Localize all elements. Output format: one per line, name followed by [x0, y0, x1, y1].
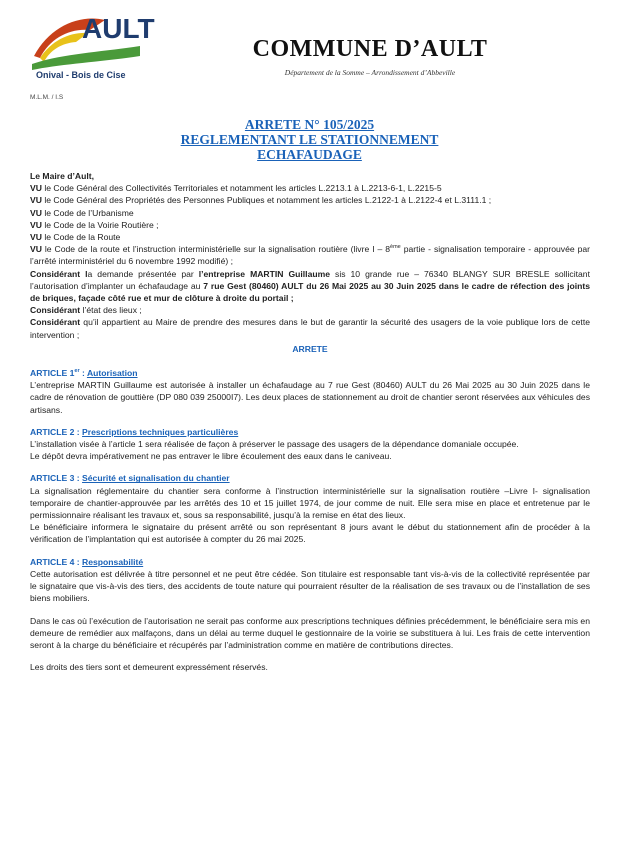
spacer — [30, 605, 590, 615]
article-3-text-1: La signalisation réglementaire du chantier sera conforme à l’instruction interministérielle sur la signalisation routière –Livre I- signalisation temporaire de chantier-approuvée par les arrêtés des 10 et 15 juillet 1974, de jour comme de nuit. Elle sera mise en place et entretenue par le permissionnaire réalisant les travaux et, sous sa responsabilité, jusqu’à la remise en état des lieux. — [30, 485, 590, 521]
arrete-number: ARRETE N° 105/2025 — [244, 117, 375, 132]
article-2-text-2: Le dépôt devra impérativement ne pas entraver le libre écoulement des eaux dans le caniveau. — [30, 451, 392, 462]
maire-line: Le Maire d’Ault, — [30, 171, 94, 181]
considerant-3: Considérant qu’il appartient au Maire de prendre des mesures dans le but de garantir la sécurité des usagers de la voie publique lors de cette intervention ; — [30, 317, 590, 340]
article-4-text-3: Les droits des tiers sont et demeurent expressément réservés. — [30, 662, 268, 673]
title-line-3: ECHAFAUDAGE — [257, 147, 362, 162]
document-body — [30, 170, 590, 673]
article-1-heading: ARTICLE 1er : Autorisation — [30, 368, 138, 379]
article-3-text-2: Le bénéficiaire informera le signataire du présent arrêté ou son représentant 8 jours avant le début du stationnement afin de procéder à la vérification de l’implantation qui est autorisée à compter du 26 mai 2025. — [30, 522, 590, 545]
spacer — [30, 651, 590, 661]
vu-line-1: VU le Code Général des Collectivités Territoriales et notamment les articles L.2213.1 à L.2213-6-1, L.2215-5 — [30, 183, 442, 194]
title-line-2: REGLEMENTANT LE STATIONNEMENT — [180, 132, 439, 147]
logo-subtitle: Onival - Bois de Cise — [36, 70, 126, 80]
article-2-heading: ARTICLE 2 : Prescriptions techniques particulières — [30, 426, 239, 437]
arrete-heading: ARRETE — [292, 343, 328, 354]
commune-title: COMMUNE D’AULT — [252, 36, 488, 62]
article-4-text-1: Cette autorisation est délivrée à titre personnel et ne peut être cédée. Son titulaire est responsable tant vis-à-vis de la collectivité représentée par le signataire que vis-à-vis des tiers, des accidents de toute nature qui pourraient résulter de la réalisation de ses travaux ou de l’installation de ses biens mobiliers. — [30, 568, 590, 604]
considerant-1: Considérant la demande présentée par l’entreprise MARTIN Guillaume sis 10 grande rue – 76340 BLANGY SUR BRESLE sollicitant l’autorisation d’implanter un échafaudage au 7 rue Gest (80460) AULT du 26 Mai 2025 au 30 Juin 2025 dans le cadre de réfection des joints de briques, façade côté rue et mur de clôture à droite du portail ; — [30, 268, 590, 304]
vu-line-5: VU le Code de la Route — [30, 232, 121, 243]
commune-logo — [30, 6, 160, 80]
vu-line-2: VU le Code Général des Propriétés des Personnes Publiques et notamment les articles L.2122-1 à L.2122-4 et L.3111.1 ; — [30, 195, 492, 206]
article-1-text: L’entreprise MARTIN Guillaume est autorisée à installer un échafaudage au 7 rue Gest (80460) AULT du 26 Mai 2025 au 30 Juin 2025 dans le cadre de rénovation de gouttière (DP 080 039 25000I7). Les deux places de stationnement au droit de chantier seront réservées aux véhicules des artisans. — [30, 380, 590, 415]
article-3-heading: ARTICLE 3 : Sécurité et signalisation du chantier — [30, 473, 230, 484]
vu-line-4: VU le Code de la Voirie Routière ; — [30, 219, 159, 230]
logo-text: AULT — [82, 13, 155, 44]
article-4-text-2: Dans le cas où l’exécution de l’autorisation ne serait pas conforme aux prescriptions techniques définies précédemment, le bénéficiaire sera mis en demeure de remédier aux malfaçons, dans un délai au terme duquel le gestionnaire de la voirie se substituera à lui. Les frais de cette intervention seront à la charge du bénéficiaire et récupérés par l’administration comme en matière de contributions directes. — [30, 615, 590, 650]
commune-subtitle: Département de la Somme – Arrondissement d’Abbeville — [284, 68, 456, 77]
article-4-heading: ARTICLE 4 : Responsabilité — [30, 556, 144, 567]
document-titles — [0, 117, 619, 162]
article-2-text-1: L’installation visée à l’article 1 sera réalisée de façon à préserver le passage des usagers de la dépendance domaniale occupée. — [30, 439, 519, 450]
reference-code: M.L.M. / I.S — [30, 94, 64, 101]
vu-line-3: VU le Code de l’Urbanisme — [30, 207, 134, 218]
considerant-2: Considérant l’état des lieux ; — [30, 305, 142, 316]
vu-line-6: VU le Code de la route et l’instruction interministérielle sur la signalisation routière (livre I – 8ème partie - signalisation temporaire - approuvée par l’arrêté interministériel du 6 novembre 1992 modifié) ; — [30, 244, 591, 267]
